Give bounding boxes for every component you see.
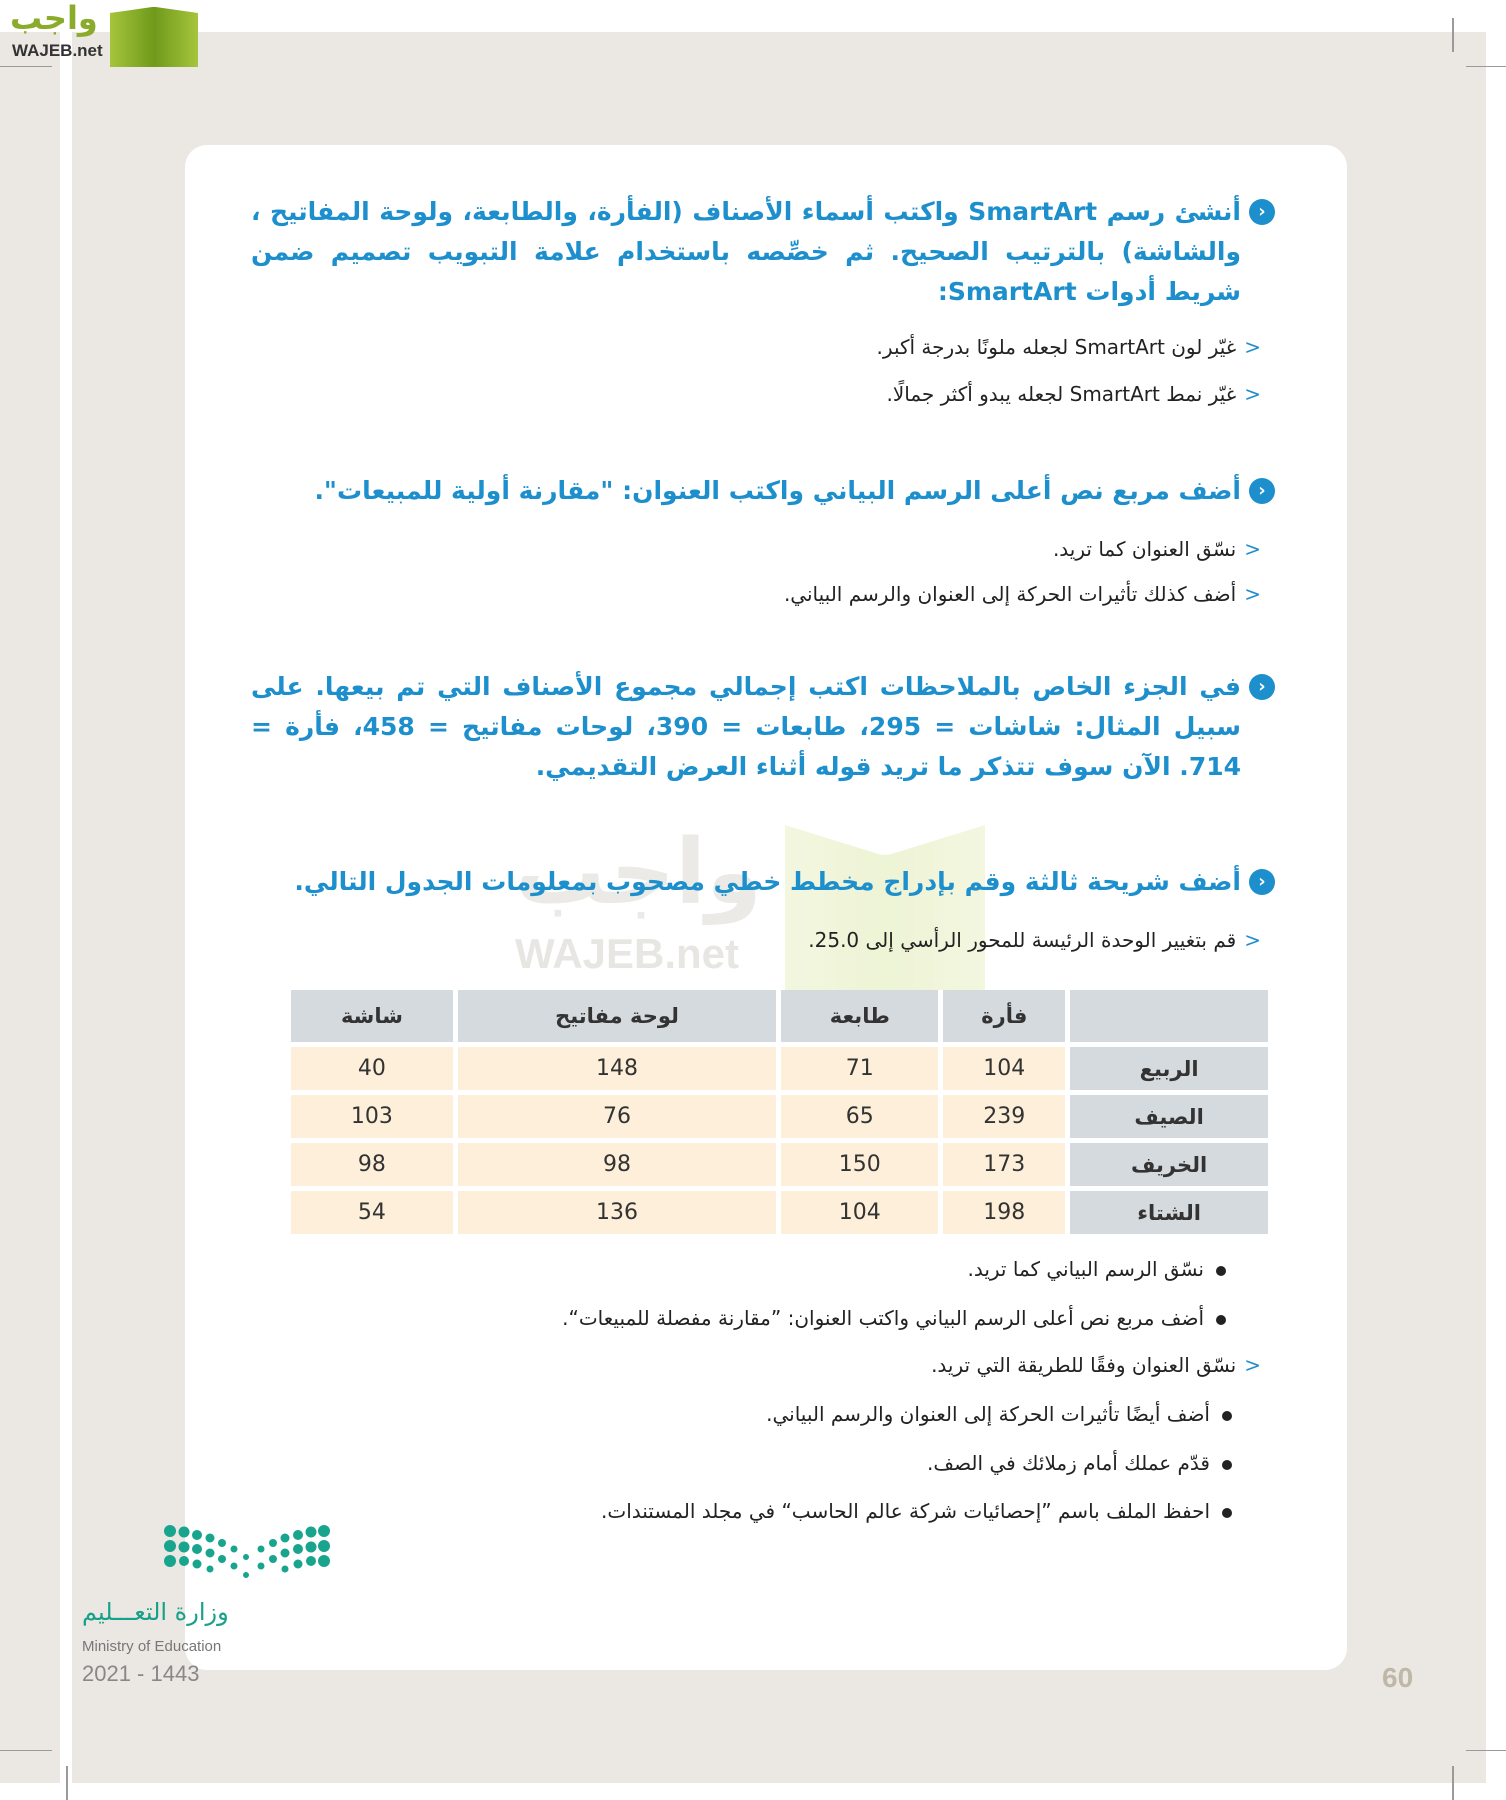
sales-table [286,985,1273,1239]
list-item-text: قم بتغيير الوحدة الرئيسة للمحور الرأسي إلى 25.0. [808,928,1237,952]
list-item [931,1350,1261,1380]
chevron-left-icon: ‹ [1249,674,1275,700]
column-header: شاشة [291,990,453,1042]
table-cell: 198 [943,1191,1065,1234]
list-item [887,379,1262,409]
arrow-icon: < [1244,537,1261,561]
bullet-text: احفظ الملف باسم ”إحصائيات شركة عالم الحاسب“ في مجلد المستندات. [601,1499,1210,1523]
table-cell: 103 [291,1095,453,1138]
table-cell: 239 [943,1095,1065,1138]
list-item [784,579,1261,609]
table-row [291,1047,1268,1090]
list-item-text: أضف كذلك تأثيرات الحركة إلى العنوان والرسم البياني. [783,582,1237,606]
bullet-text: أضف مربع نص أعلى الرسم البياني واكتب العنوان: ”مقارنة مفصلة للمبيعات“. [562,1306,1204,1330]
step-heading-2 [251,471,1266,511]
table-cell: 76 [458,1095,776,1138]
chevron-left-icon: ‹ [1249,478,1275,504]
step-heading-text: في الجزء الخاص بالملاحظات اكتب إجمالي مجموع الأصناف التي تم بيعها. على سبيل المثال: شاشات = 295، طابعات = 390، لوحات مفاتيح = 458، فأرة = 714. الآن سوف تتذكر ما تريد قوله أثناء العرض التقديمي. [251,672,1242,781]
bullet-text: قدّم عملك أمام زملائك في الصف. [927,1451,1210,1475]
column-header: طابعة [781,990,938,1042]
list-item-text: غيّر لون SmartArt لجعله ملونًا بدرجة أكبر. [876,335,1237,359]
crop-mark [0,1750,52,1751]
table-header-row [291,990,1268,1042]
table-cell: 104 [943,1047,1065,1090]
table-cell: 98 [291,1143,453,1186]
row-header: الربيع [1070,1047,1268,1090]
bullet-icon [1216,1266,1226,1276]
bullet-item [927,1448,1232,1478]
list-item [877,332,1261,362]
ministry-logo-dots [164,1525,334,1585]
column-header [1070,990,1268,1042]
watermark-arabic: واجب [515,820,762,925]
arrow-icon: < [1244,928,1261,952]
ministry-name-arabic: وزارة التعـــليم [82,1598,229,1626]
content-card [185,145,1347,1670]
bullet-icon [1222,1508,1232,1518]
table-cell: 173 [943,1143,1065,1186]
step-heading-1 [251,192,1266,312]
step-heading-text: أنشئ رسم SmartArt واكتب أسماء الأصناف (الفأرة، والطابعة، ولوحة المفاتيح ، والشاشة) بالترتيب الصحيح. ثم خصِّصه باستخدام علامة التبويب تصميم ضمن شريط أدوات SmartArt: [251,197,1241,306]
chevron-left-icon: ‹ [1249,199,1275,225]
table-cell: 54 [291,1191,453,1234]
bullet-item [967,1254,1226,1284]
bullet-text: أضف أيضًا تأثيرات الحركة إلى العنوان والرسم البياني. [766,1402,1210,1426]
bullet-item [562,1303,1226,1333]
table-cell: 40 [291,1047,453,1090]
step-heading-4 [251,862,1266,902]
bullet-item [766,1399,1232,1429]
table-row [291,1191,1268,1234]
list-item-text: غيّر نمط SmartArt لجعله يبدو أكثر جمالًا. [886,382,1237,406]
list-item-text: نسّق العنوان كما تريد. [1052,537,1237,561]
page-number: 60 [1382,1662,1414,1693]
bullet-icon [1222,1460,1232,1470]
table-cell: 104 [781,1191,938,1234]
bullet-text: نسّق الرسم البياني كما تريد. [967,1257,1204,1281]
row-header: الخريف [1070,1143,1268,1186]
bullet-icon [1216,1315,1226,1325]
table-row [291,1143,1268,1186]
table-cell: 71 [781,1047,938,1090]
chevron-left-icon: ‹ [1249,869,1275,895]
bullet-icon [1222,1411,1232,1421]
crop-mark [1466,1750,1506,1751]
logo-arabic: واجب [10,0,98,37]
wajeb-logo [10,0,190,67]
table-cell: 150 [781,1143,938,1186]
table-cell: 98 [458,1143,776,1186]
step-heading-text: أضف مربع نص أعلى الرسم البياني واكتب العنوان: "مقارنة أولية للمبيعات". [314,476,1241,505]
crop-mark [1466,66,1506,67]
arrow-icon: < [1244,1353,1261,1377]
row-header: الشتاء [1070,1191,1268,1234]
logo-latin: WAJEB.net [12,41,103,60]
list-item [808,925,1261,955]
arrow-icon: < [1244,382,1261,406]
step-heading-3 [251,667,1266,787]
column-header: لوحة مفاتيح [458,990,776,1042]
bullet-item [601,1496,1232,1526]
list-item-text: نسّق العنوان وفقًا للطريقة التي تريد. [931,1353,1237,1377]
crop-mark [66,1766,68,1800]
table-row [291,1095,1268,1138]
table-cell: 148 [458,1047,776,1090]
crop-mark [1452,1766,1454,1800]
page-margin-left [0,32,60,1783]
watermark-latin: WAJEB.net [515,930,740,977]
table-cell: 65 [781,1095,938,1138]
row-header: الصيف [1070,1095,1268,1138]
ministry-name-english: Ministry of Education [82,1638,222,1655]
crop-mark [1452,18,1454,52]
arrow-icon: < [1244,335,1261,359]
edition-year: 2021 - 1443 [82,1661,200,1686]
book-icon [110,7,198,67]
column-header: فأرة [943,990,1065,1042]
list-item [1053,534,1261,564]
step-heading-text: أضف شريحة ثالثة وقم بإدراج مخطط خطي مصحوب بمعلومات الجدول التالي. [294,867,1241,896]
table-cell: 136 [458,1191,776,1234]
arrow-icon: < [1244,582,1261,606]
